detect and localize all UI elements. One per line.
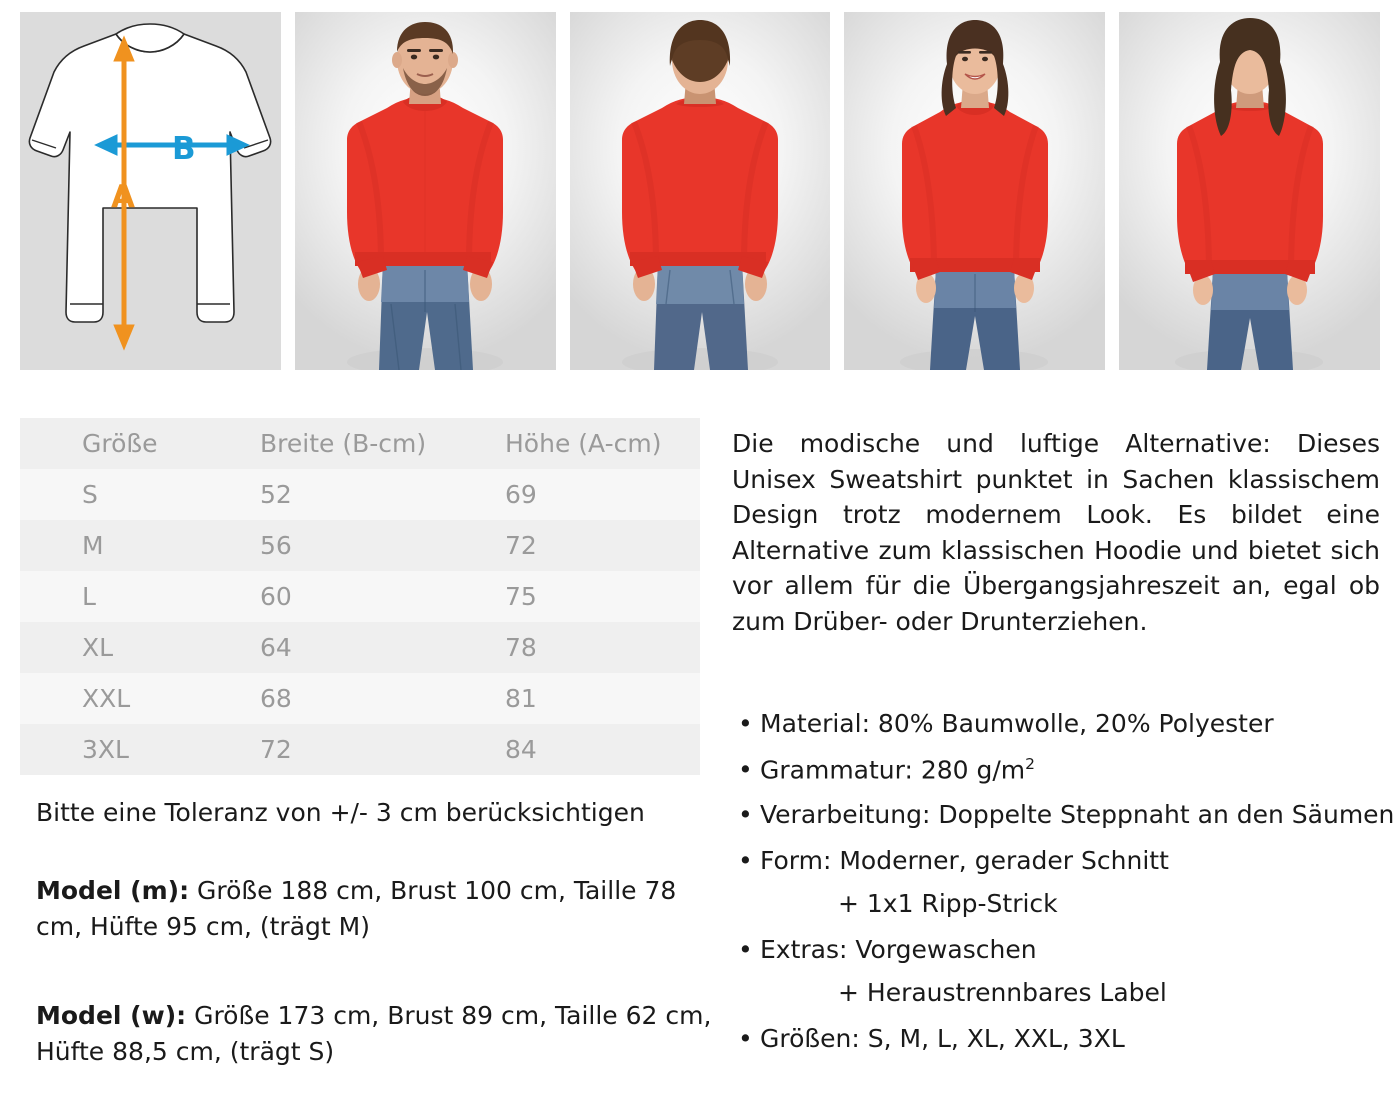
list-item (736, 754, 1396, 787)
cell-size: XXL (82, 684, 131, 713)
cell-size: L (82, 582, 96, 611)
model-female-label: Model (w): (36, 1001, 187, 1030)
size-header-width: Breite (B-cm) (260, 429, 427, 458)
cell-height: 81 (505, 684, 537, 713)
list-item (736, 1023, 1396, 1056)
tolerance-note: Bitte eine Toleranz von +/- 3 cm berücksichtigen (36, 798, 645, 827)
cell-size: M (82, 531, 104, 560)
width-dimension-label: B (172, 131, 196, 167)
cell-height: 78 (505, 633, 537, 662)
cell-width: 68 (260, 684, 292, 713)
table-row (20, 571, 700, 622)
size-header-height: Höhe (A-cm) (505, 429, 662, 458)
cell-height: 72 (505, 531, 537, 560)
cell-width: 56 (260, 531, 292, 560)
cell-size: XL (82, 633, 114, 662)
size-table-container (20, 418, 700, 775)
product-details-section (20, 418, 1395, 1098)
product-image-gallery (20, 12, 1380, 370)
cell-width: 72 (260, 735, 292, 764)
model-female-back-photo (1119, 12, 1380, 370)
height-dimension-label: A (111, 179, 135, 215)
table-row (20, 724, 700, 775)
model-female-front-photo (844, 12, 1105, 370)
list-item (736, 799, 1396, 832)
sweatshirt-measurement-diagram (20, 12, 281, 370)
cell-height: 69 (505, 480, 537, 509)
model-male-back-photo (570, 12, 831, 370)
size-header-size: Größe (82, 429, 158, 458)
spec-weight-exponent: 2 (1025, 754, 1036, 773)
spec-form: Form: Moderner, gerader Schnitt (760, 845, 1169, 875)
spec-form-sub: + 1x1 Ripp-Strick (838, 889, 1058, 919)
cell-width: 60 (260, 582, 292, 611)
cell-height: 75 (505, 582, 537, 611)
cell-width: 64 (260, 633, 292, 662)
model-male-text: Größe 188 cm, Brust 100 cm, Taille 78 cm, Hüfte 95 cm, (trägt M) (36, 876, 677, 942)
spec-weight: Grammatur: 280 g/m (760, 754, 1026, 784)
model-male-front-photo (295, 12, 556, 370)
model-female-measurements (36, 998, 726, 1071)
list-item (736, 934, 1396, 1010)
spec-processing: Verarbeitung: Doppelte Steppnaht an den Säumen (760, 800, 1395, 830)
model-male-measurements (36, 873, 726, 946)
spec-sizes: Größen: S, M, L, XL, XXL, 3XL (760, 1023, 1125, 1053)
size-table (20, 418, 700, 775)
technical-drawing-panel (20, 12, 281, 370)
model-male-label: Model (m): (36, 876, 190, 905)
table-row (20, 673, 700, 724)
table-row (20, 469, 700, 520)
model-female-text: Größe 173 cm, Brust 89 cm, Taille 62 cm, Hüfte 88,5 cm, (trägt S) (36, 1001, 712, 1067)
cell-height: 84 (505, 735, 537, 764)
table-row (20, 520, 700, 571)
product-description: Die modische und luftige Alternative: Dieses Unisex Sweatshirt punktet in Sachen klassischem Design trotz modernem Look. Es bildet eine Alternative zum klassischen Hoodie und bietet sich vor allem für die Übergangsjahreszeit an, egal ob zum Drüber- oder Drunterziehen. (732, 429, 1380, 636)
cell-size: 3XL (82, 735, 129, 764)
list-item (736, 845, 1396, 921)
cell-width: 52 (260, 480, 292, 509)
spec-extras-sub: + Heraustrennbares Label (838, 978, 1167, 1008)
cell-size: S (82, 480, 98, 509)
list-item (736, 708, 1396, 741)
product-specs-list (736, 708, 1396, 1068)
spec-extras: Extras: Vorgewaschen (760, 934, 1037, 964)
spec-material: Material: 80% Baumwolle, 20% Polyester (760, 709, 1274, 738)
table-row (20, 622, 700, 673)
size-table-header-row (20, 418, 700, 469)
